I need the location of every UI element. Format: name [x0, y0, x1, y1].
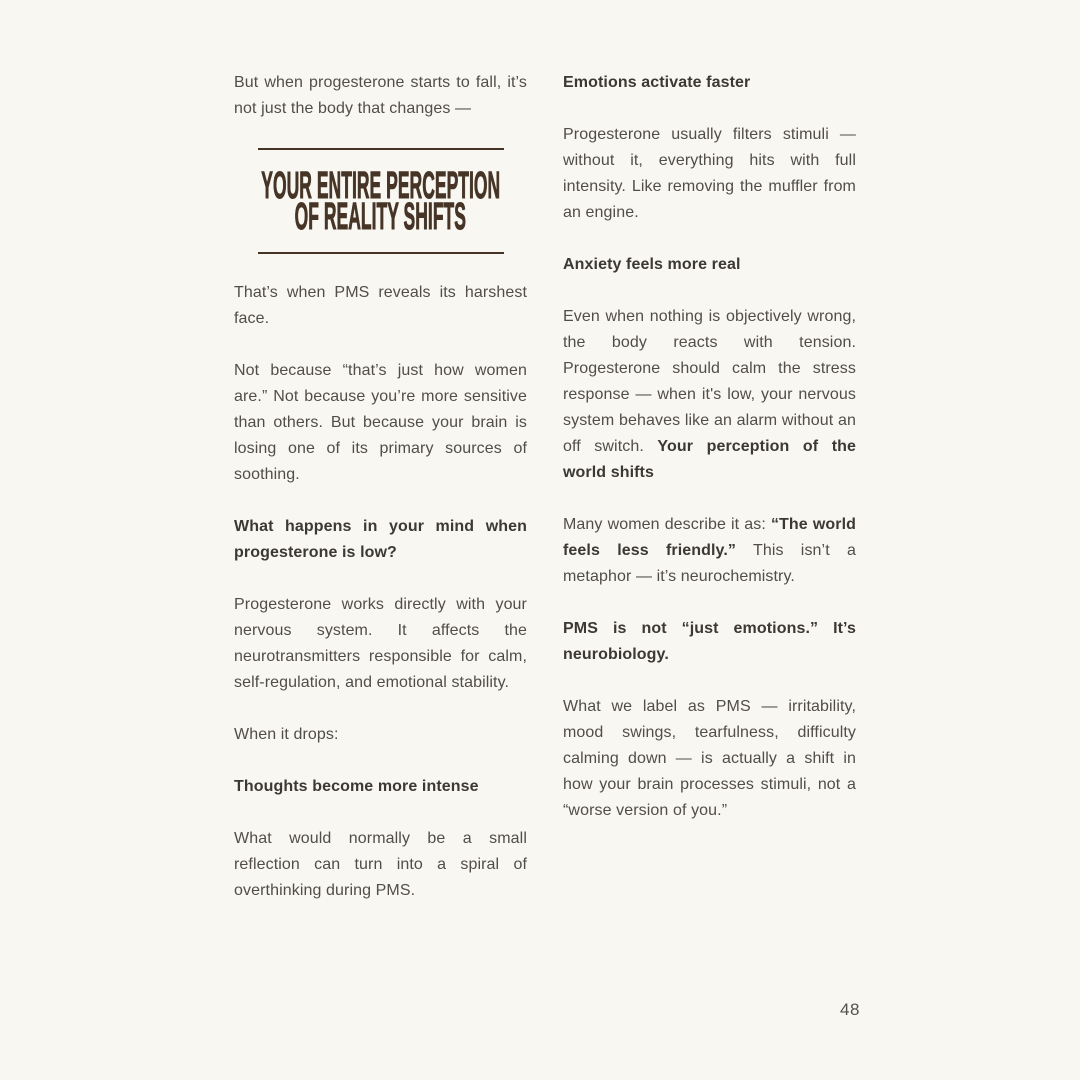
text-run: Progesterone usually filters stimuli — without it, everything hits with full intensity. Like removing the muffler from an engine. — [563, 126, 856, 221]
text-run: This isn’t a metaphor — it’s neurochemistry. — [563, 542, 856, 585]
paragraph — [563, 122, 856, 226]
bold-text-run: PMS is not “just emotions.” It’s neurobiology. — [563, 620, 856, 663]
section-heading-line: YOUR ENTIRE PERCEPTION — [261, 165, 500, 207]
divider-rule-bottom — [258, 252, 504, 254]
paragraph — [563, 616, 856, 668]
text-run: When it drops: — [234, 726, 339, 743]
section-heading-block — [234, 148, 527, 254]
paragraph — [234, 280, 527, 332]
bold-text-run: Thoughts become more intense — [234, 778, 479, 795]
text-run: But when progesterone starts to fall, it’s not just the body that changes — — [234, 74, 527, 117]
bold-text-run: Emotions activate faster — [563, 74, 751, 91]
paragraph — [563, 304, 856, 486]
text-run: What we label as PMS — irritability, mood swings, tearfulness, difficulty calming down — is actually a shift in how your brain processes stimuli, not a “worse version of you.” — [563, 698, 856, 819]
left-column — [234, 70, 527, 930]
paragraph — [234, 592, 527, 696]
paragraph — [234, 826, 527, 904]
paragraph — [234, 774, 527, 800]
paragraph — [234, 358, 527, 488]
text-run: That’s when PMS reveals its harshest face. — [234, 284, 527, 327]
paragraph — [563, 252, 856, 278]
bold-text-run: Anxiety feels more real — [563, 256, 741, 273]
paragraph — [563, 512, 856, 590]
paragraph — [234, 70, 527, 122]
text-run: Progesterone works directly with your nervous system. It affects the neurotransmitters responsible for calm, self-regulation, and emotional stability. — [234, 596, 527, 691]
text-run: What would normally be a small reflection can turn into a spiral of overthinking during PMS. — [234, 830, 527, 899]
paragraph — [563, 70, 856, 96]
text-run: Not because “that’s just how women are.” Not because you’re more sensitive than others. But because your brain is losing one of its primary sources of soothing. — [234, 362, 527, 483]
right-column — [563, 70, 856, 850]
bold-text-run: “The world feels less friendly.” — [563, 516, 856, 559]
paragraph — [234, 722, 527, 748]
bold-text-run: What happens in your mind when progesterone is low? — [234, 518, 527, 561]
text-run: Even when nothing is objectively wrong, the body reacts with tension. Progesterone should calm the stress response — when it's low, your nervous system behaves like an alarm without an off switch. — [563, 308, 856, 455]
bold-text-run: Your perception of the world shifts — [563, 438, 856, 481]
divider-rule-top — [258, 148, 504, 150]
paragraph — [563, 694, 856, 824]
paragraph — [234, 514, 527, 566]
text-run: Many women describe it as: — [563, 516, 771, 533]
section-heading-line: OF REALITY SHIFTS — [294, 196, 467, 238]
page-number: 48 — [840, 1000, 860, 1019]
